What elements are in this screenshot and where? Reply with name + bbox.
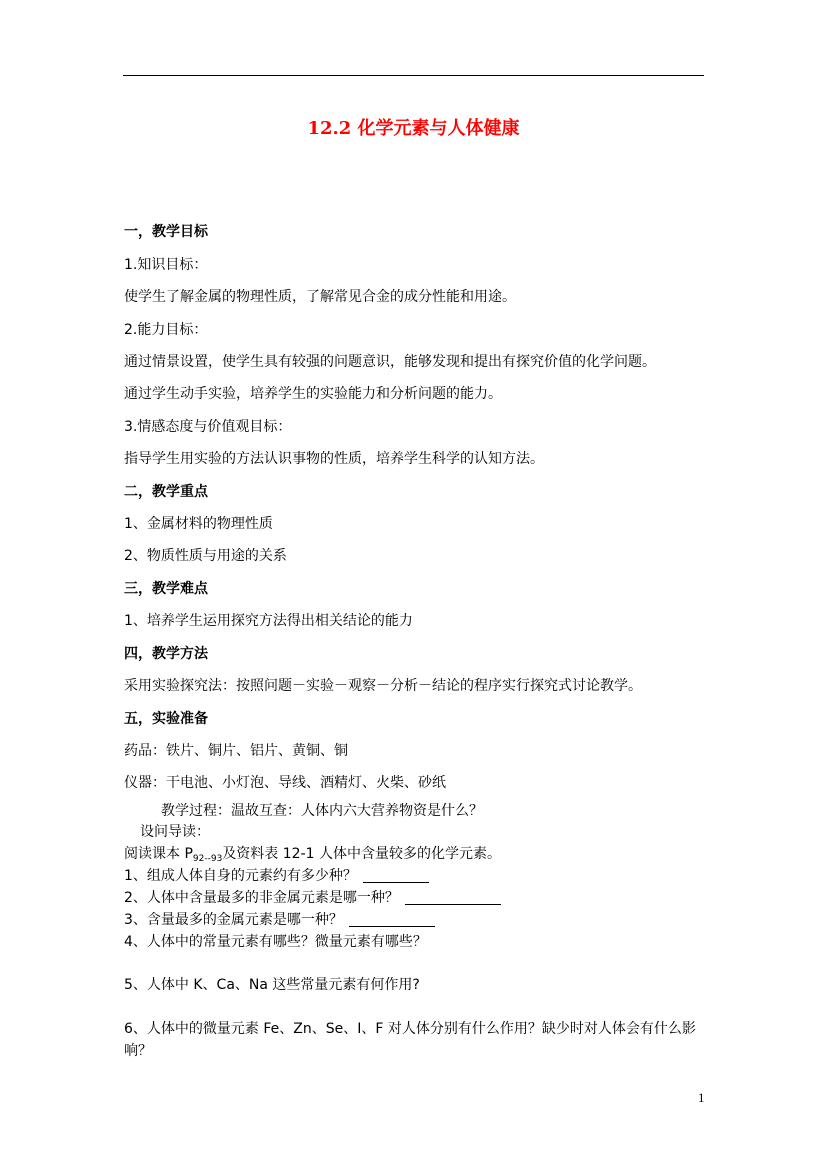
key-point-1: 1、金属材料的物理性质 — [124, 516, 273, 532]
method-text: 采用实验探究法：按照问题－实验－观察－分析－结论的程序实行探究式讨论教学。 — [124, 678, 642, 694]
process-guide: 设问导读： — [140, 824, 210, 840]
reading-prefix: 阅读课本 P — [124, 846, 193, 862]
question-3-text: 3、含量最多的金属元素是哪一种？ — [124, 912, 343, 928]
reading-suffix: 及资料表 12-1 人体中含量较多的化学元素。 — [222, 846, 501, 862]
question-2 — [124, 889, 501, 907]
objective-knowledge-text: 使学生了解金属的物理性质，了解常见合金的成分性能和用途。 — [124, 289, 516, 305]
answer-blank-1[interactable] — [363, 868, 429, 883]
question-3 — [124, 911, 435, 929]
question-4: 4、人体中的常量元素有哪些？微量元素有哪些？ — [124, 934, 427, 950]
section-heading-key-points: 二，教学重点 — [124, 484, 208, 500]
question-5: 5、人体中 K、Ca、Na 这些常量元素有何作用? — [124, 977, 420, 993]
section-heading-difficulties: 三，教学难点 — [124, 581, 208, 597]
objective-ability-label: 2.能力目标： — [124, 322, 208, 338]
preparation-drugs: 药品：铁片、铜片、铝片、黄铜、铜 — [124, 743, 348, 759]
objective-ability-text-1: 通过情景设置，使学生具有较强的问题意识，能够发现和提出有探究价值的化学问题。 — [124, 354, 656, 370]
page-title: 12.2 化学元素与人体健康 — [307, 118, 520, 139]
question-6-line-2: 响？ — [124, 1043, 152, 1059]
objective-knowledge-label: 1.知识目标： — [124, 257, 208, 273]
question-2-text: 2、人体中含量最多的非金属元素是哪一种？ — [124, 890, 399, 906]
objective-ability-text-2: 通过学生动手实验，培养学生的实验能力和分析问题的能力。 — [124, 386, 502, 402]
reading-pages: 92--93 — [192, 854, 223, 864]
question-1-text: 1、组成人体自身的元素约有多少种？ — [124, 868, 357, 884]
page-number: 1 — [698, 1090, 705, 1105]
objective-attitude-text: 指导学生用实验的方法认识事物的性质，培养学生科学的认知方法。 — [124, 451, 544, 467]
key-point-2: 2、物质性质与用途的关系 — [124, 548, 287, 564]
question-1 — [124, 867, 429, 885]
answer-blank-3[interactable] — [349, 912, 435, 927]
section-heading-methods: 四，教学方法 — [124, 646, 208, 662]
process-intro: 教学过程：温故互查：人体内六大营养物资是什么？ — [161, 803, 483, 819]
section-heading-objectives: 一，教学目标 — [124, 224, 208, 240]
preparation-instruments: 仪器：干电池、小灯泡、导线、酒精灯、火柴、砂纸 — [124, 775, 446, 791]
objective-attitude-label: 3.情感态度与价值观目标： — [124, 419, 292, 435]
section-heading-preparation: 五，实验准备 — [124, 711, 208, 727]
difficulty-1: 1、培养学生运用探究方法得出相关结论的能力 — [124, 613, 413, 629]
header-rule — [123, 75, 704, 76]
answer-blank-2[interactable] — [405, 890, 501, 905]
question-6-line-1: 6、人体中的微量元素 Fe、Zn、Se、I、F 对人体分别有什么作用？缺少时对人体会有什么影 — [124, 1021, 696, 1037]
process-reading — [124, 845, 501, 868]
